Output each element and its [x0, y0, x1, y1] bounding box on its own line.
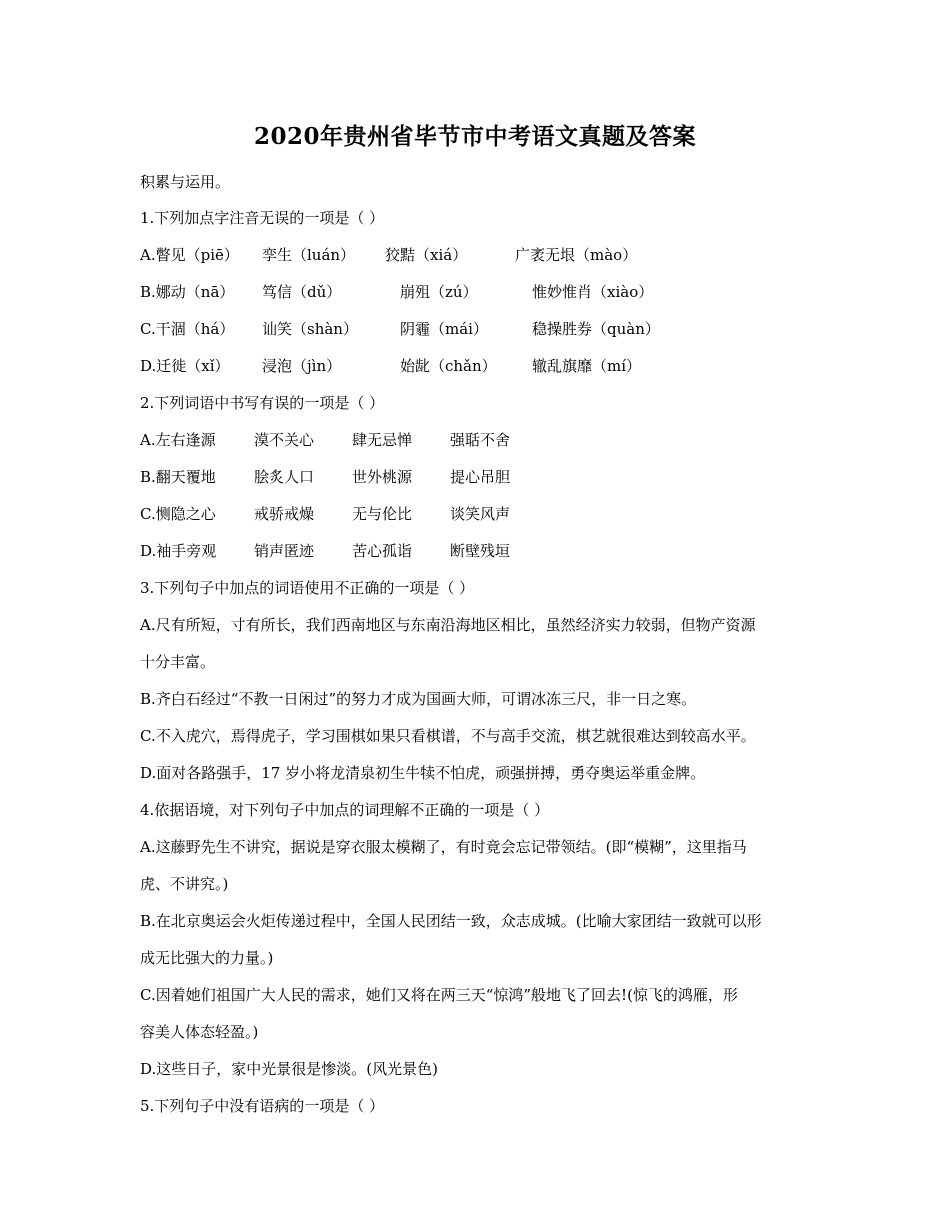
document-title: 2020年贵州省毕节市中考语文真题及答案	[253, 123, 696, 150]
option-item: 孪生（luán）	[262, 246, 356, 264]
question-4-option-c-cont: 容美人体态轻盈。)	[140, 1023, 259, 1041]
option-item: B.翻天覆地	[140, 468, 216, 486]
option-item: 惟妙惟肖（xiào）	[532, 283, 654, 301]
option-item: 狡黠（xiá）	[385, 246, 468, 264]
option-item: 稳操胜券（quàn）	[532, 320, 660, 338]
option-item: 广袤无垠（mào）	[515, 246, 638, 264]
option-item: 肆无忌惮	[352, 431, 413, 449]
option-item: C.恻隐之心	[140, 505, 216, 523]
option-item: 强聒不舍	[450, 431, 511, 449]
option-item: C.干涸（há）	[140, 320, 235, 338]
option-item: B.娜动（nā）	[140, 283, 235, 301]
option-item: 阴霾（mái）	[400, 320, 488, 338]
option-item: 谈笑风声	[450, 505, 511, 523]
option-item: 苦心孤诣	[352, 542, 413, 560]
question-4-option-b-cont: 成无比强大的力量。)	[140, 949, 274, 967]
question-3-option-a-cont: 十分丰富。	[140, 653, 216, 671]
question-3-option-d: D.面对各路强手，17 岁小将龙清泉初生牛犊不怕虎，顽强拼搏，勇夺奥运举重金牌。	[140, 764, 706, 782]
option-item: 断壁残垣	[450, 542, 511, 560]
option-item: 戒骄戒燥	[254, 505, 315, 523]
question-1-stem: 1.下列加点字注音无误的一项是（ ）	[140, 209, 385, 227]
question-4-option-b: B.在北京奥运会火炬传递过程中，全国人民团结一致，众志成城。(比喻大家团结一致就可以形	[140, 912, 762, 930]
option-item: 浸泡（jìn）	[262, 357, 342, 375]
question-5-stem: 5.下列句子中没有语病的一项是（ ）	[140, 1097, 385, 1115]
option-item: 始龀（chǎn）	[400, 357, 497, 375]
option-item: 笃信（dǔ）	[262, 283, 342, 301]
question-4-stem: 4.依据语境，对下列句子中加点的词理解不正确的一项是（ ）	[140, 801, 550, 819]
option-item: 世外桃源	[352, 468, 413, 486]
option-item: 脍炙人口	[254, 468, 315, 486]
option-item: 提心吊胆	[450, 468, 511, 486]
question-2-stem: 2.下列词语中书写有误的一项是（ ）	[140, 394, 385, 412]
option-item: 辙乱旗靡（mí）	[532, 357, 642, 375]
question-3-option-a: A.尺有所短，寸有所长，我们西南地区与东南沿海地区相比，虽然经济实力较弱，但物产资源	[140, 616, 756, 634]
question-4-option-a: A.这藤野先生不讲究，据说是穿衣服太模糊了，有时竟会忘记带领结。(即“模糊”，这里指马	[140, 838, 747, 856]
option-item: D.袖手旁观	[140, 542, 217, 560]
question-4-option-a-cont: 虎、不讲究。)	[140, 875, 229, 893]
question-3-option-b: B.齐白石经过“不教一日闲过”的努力才成为国画大师，可谓冰冻三尺，非一日之寒。	[140, 690, 697, 708]
option-item: 崩殂（zú）	[400, 283, 478, 301]
section-heading: 积累与运用。	[140, 173, 231, 191]
option-item: A.瞥见（piē）	[140, 246, 239, 264]
question-3-option-c: C.不入虎穴，焉得虎子，学习围棋如果只看棋谱，不与高手交流，棋艺就很难达到较高水平。	[140, 727, 756, 745]
option-item: 漠不关心	[254, 431, 315, 449]
option-item: 无与伦比	[352, 505, 413, 523]
option-item: 讪笑（shàn）	[262, 320, 358, 338]
question-3-stem: 3.下列句子中加点的词语使用不正确的一项是（ ）	[140, 579, 475, 597]
option-item: 销声匿迹	[254, 542, 315, 560]
question-4-option-c: C.因着她们祖国广大人民的需求，她们又将在两三天“惊鸿”般地飞了回去!(惊飞的鸿雁，形	[140, 986, 738, 1004]
option-item: D.迁徙（xǐ）	[140, 357, 230, 375]
option-item: A.左右逢源	[140, 431, 216, 449]
question-4-option-d: D.这些日子，家中光景很是惨淡。(风光景色)	[140, 1060, 438, 1078]
